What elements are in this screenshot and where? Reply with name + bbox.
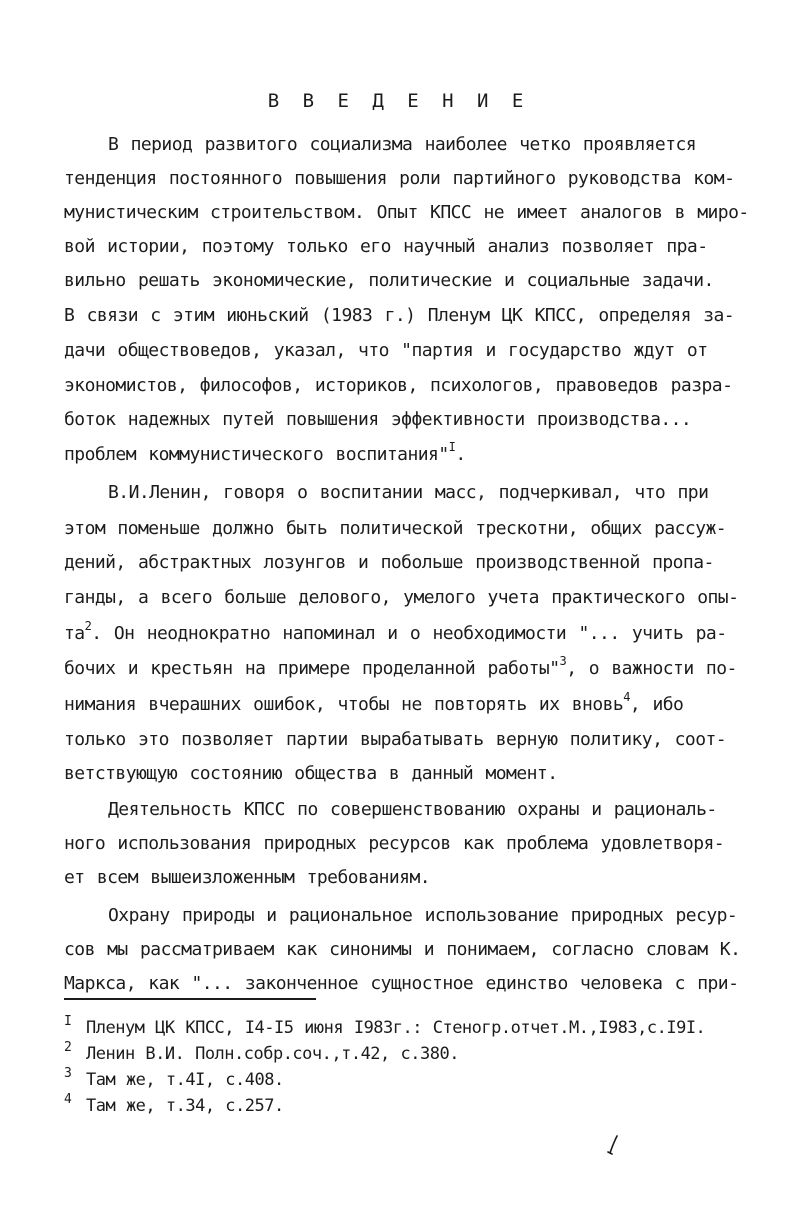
text-line: дачи обществоведов, указал, что "партия и государство ждут от (64, 340, 708, 361)
text-span: . (455, 444, 466, 465)
footnote-ref: 2 (84, 619, 92, 633)
footnote-ref: 3 (559, 654, 567, 668)
text-line (64, 621, 764, 648)
footnote-text: Там же, т.34, с.257. (86, 1096, 284, 1116)
text-line: экономистов, философов, историков, психологов, правоведов разра- (64, 375, 733, 396)
text-line: ганды, а всего больше делового, умелого учета практического опы- (64, 587, 739, 608)
text-line: тенденция постоянного повышения роли партийного руководства ком- (64, 168, 735, 189)
footnote (64, 1068, 784, 1094)
text-span: , ибо (629, 694, 684, 715)
text-span: проблем коммунистического воспитания" (64, 444, 449, 465)
page-title: В В Е Д Е Н И Е (267, 90, 530, 112)
handwritten-mark-icon (605, 1134, 623, 1156)
text-line: ет всем вышеизложенным требованиям. (64, 867, 431, 888)
text-line (64, 692, 764, 719)
footnote (64, 1042, 784, 1068)
footnote-text: Ленин В.И. Полн.собр.соч.,т.42, с.380. (86, 1044, 459, 1064)
footnote-ref: 4 (623, 690, 630, 704)
footnote-marker: 2 (64, 1040, 72, 1055)
footnote-marker: 4 (64, 1092, 72, 1107)
text-line: ного использования природных ресурсов как проблема удовлетворя- (64, 833, 725, 854)
footnote-marker: 3 (64, 1066, 72, 1081)
text-line: В.И.Ленин, говоря о воспитании масс, подчеркивал, что при (108, 482, 709, 503)
text-span: бочих и крестьян на примере проделанной работы" (64, 658, 560, 679)
text-span: нимания вчерашних ошибок, чтобы не повторять их вновь (64, 694, 624, 715)
text-span: , о важности по- (566, 658, 737, 679)
text-line: ветствующую состоянию общества в данный момент. (64, 763, 558, 784)
text-line (64, 656, 764, 683)
text-line: вильно решать экономические, политические и социальные задачи. (64, 270, 714, 291)
text-line: вой истории, поэтому только его научный анализ позволяет пра- (64, 236, 708, 257)
text-line: сов мы рассматриваем как синонимы и понимаем, согласно словам К. (64, 939, 741, 960)
footnote-text: Там же, т.4I, с.408. (86, 1070, 284, 1090)
text-line: этом поменьше должно быть политической трескотни, общих рассуж- (64, 518, 727, 539)
text-span: та (64, 623, 85, 644)
text-line: боток надежных путей повышения эффективности производства... (64, 409, 692, 430)
footnote-divider (64, 998, 316, 1000)
text-line: дений, абстрактных лозунгов и побольше производственной пропа- (64, 552, 714, 573)
text-line: В связи с этим июньский (1983 г.) Пленум ЦК КПСС, определяя за- (64, 305, 735, 326)
text-line: В период развитого социализма наиболее четко проявляется (108, 134, 697, 155)
text-span: . Он неоднократно напоминал и о необходимости "... учить ра- (91, 623, 727, 644)
footnote-text: Пленум ЦК КПСС, I4-I5 июня I983г.: Стеногр.отчет.М.,I983,с.I9I. (86, 1018, 706, 1038)
text-line: Маркса, как "... законченное сущностное единство человека с при- (64, 973, 739, 994)
footnote (64, 1016, 784, 1042)
footnote-marker: I (64, 1014, 72, 1029)
text-line (64, 442, 764, 469)
footnote-ref: I (448, 440, 456, 454)
text-line: только это позволяет партии вырабатывать верную политику, соот- (64, 729, 727, 750)
text-line: Деятельность КПСС по совершенствованию охраны и рациональ- (108, 799, 717, 820)
footnote (64, 1094, 784, 1120)
text-line: Охрану природы и рациональное использование природных ресур- (108, 905, 738, 926)
text-line: мунистическим строительством. Опыт КПСС не имеет аналогов в миро- (64, 202, 749, 223)
